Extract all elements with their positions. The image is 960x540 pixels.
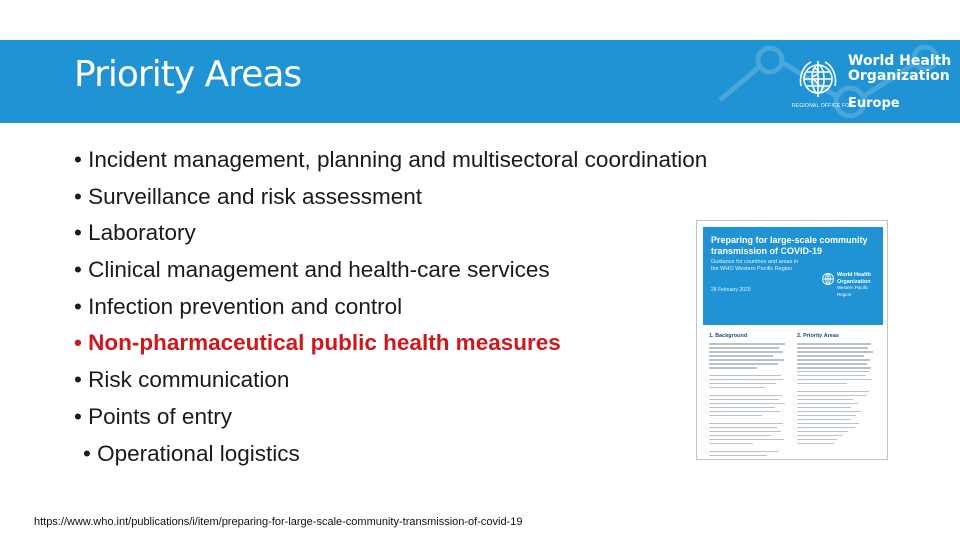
document-body-text-column	[709, 343, 789, 459]
who-name-line2: Organization	[848, 68, 950, 84]
document-section-priority-areas: 2. Priority Areas	[797, 333, 839, 339]
list-item-highlighted: • Non-pharmaceutical public health measures	[74, 330, 561, 356]
document-logo-text	[837, 272, 881, 298]
region-name: Europe	[848, 96, 900, 111]
document-logo-line2: Organization	[837, 278, 871, 285]
who-emblem-icon	[795, 56, 841, 102]
source-link[interactable]: https://www.who.int/publications/i/item/preparing-for-large-scale-community-transmission-of-covid-19	[34, 516, 523, 528]
list-item: • Operational logistics	[83, 440, 300, 466]
document-cover-header	[703, 227, 883, 325]
list-item: • Infection prevention and control	[74, 293, 403, 319]
document-who-logo	[821, 271, 881, 295]
document-subtitle: Guidance for countries and areas in the WHO Western Pacific Region	[711, 259, 799, 272]
who-logo	[792, 50, 960, 114]
list-item: • Incident management, planning and multisectoral coordination	[74, 147, 708, 172]
who-name	[848, 54, 951, 84]
document-logo-line1: World Health	[837, 272, 871, 278]
regional-office-label: REGIONAL OFFICE FOR	[792, 103, 854, 109]
list-item: • Clinical management and health-care services	[74, 257, 550, 283]
document-section-background: 1. Background	[709, 333, 748, 339]
list-item: • Laboratory	[74, 220, 196, 246]
document-thumbnail	[696, 220, 888, 460]
title-banner	[0, 40, 960, 123]
document-logo-region: Western Pacific Region	[837, 285, 869, 297]
document-date: 28 February 2020	[711, 287, 751, 293]
list-item: • Risk communication	[74, 367, 290, 393]
document-body-text-column	[797, 343, 877, 447]
list-item: • Surveillance and risk assessment	[74, 183, 423, 209]
list-item: • Points of entry	[74, 403, 232, 429]
priority-areas-list	[74, 142, 707, 472]
who-emblem-small-icon	[821, 272, 835, 286]
slide-title: Priority Areas	[74, 54, 302, 95]
document-title: Preparing for large-scale community transmission of COVID-19	[711, 235, 868, 256]
who-name-line1: World Health	[848, 53, 952, 69]
